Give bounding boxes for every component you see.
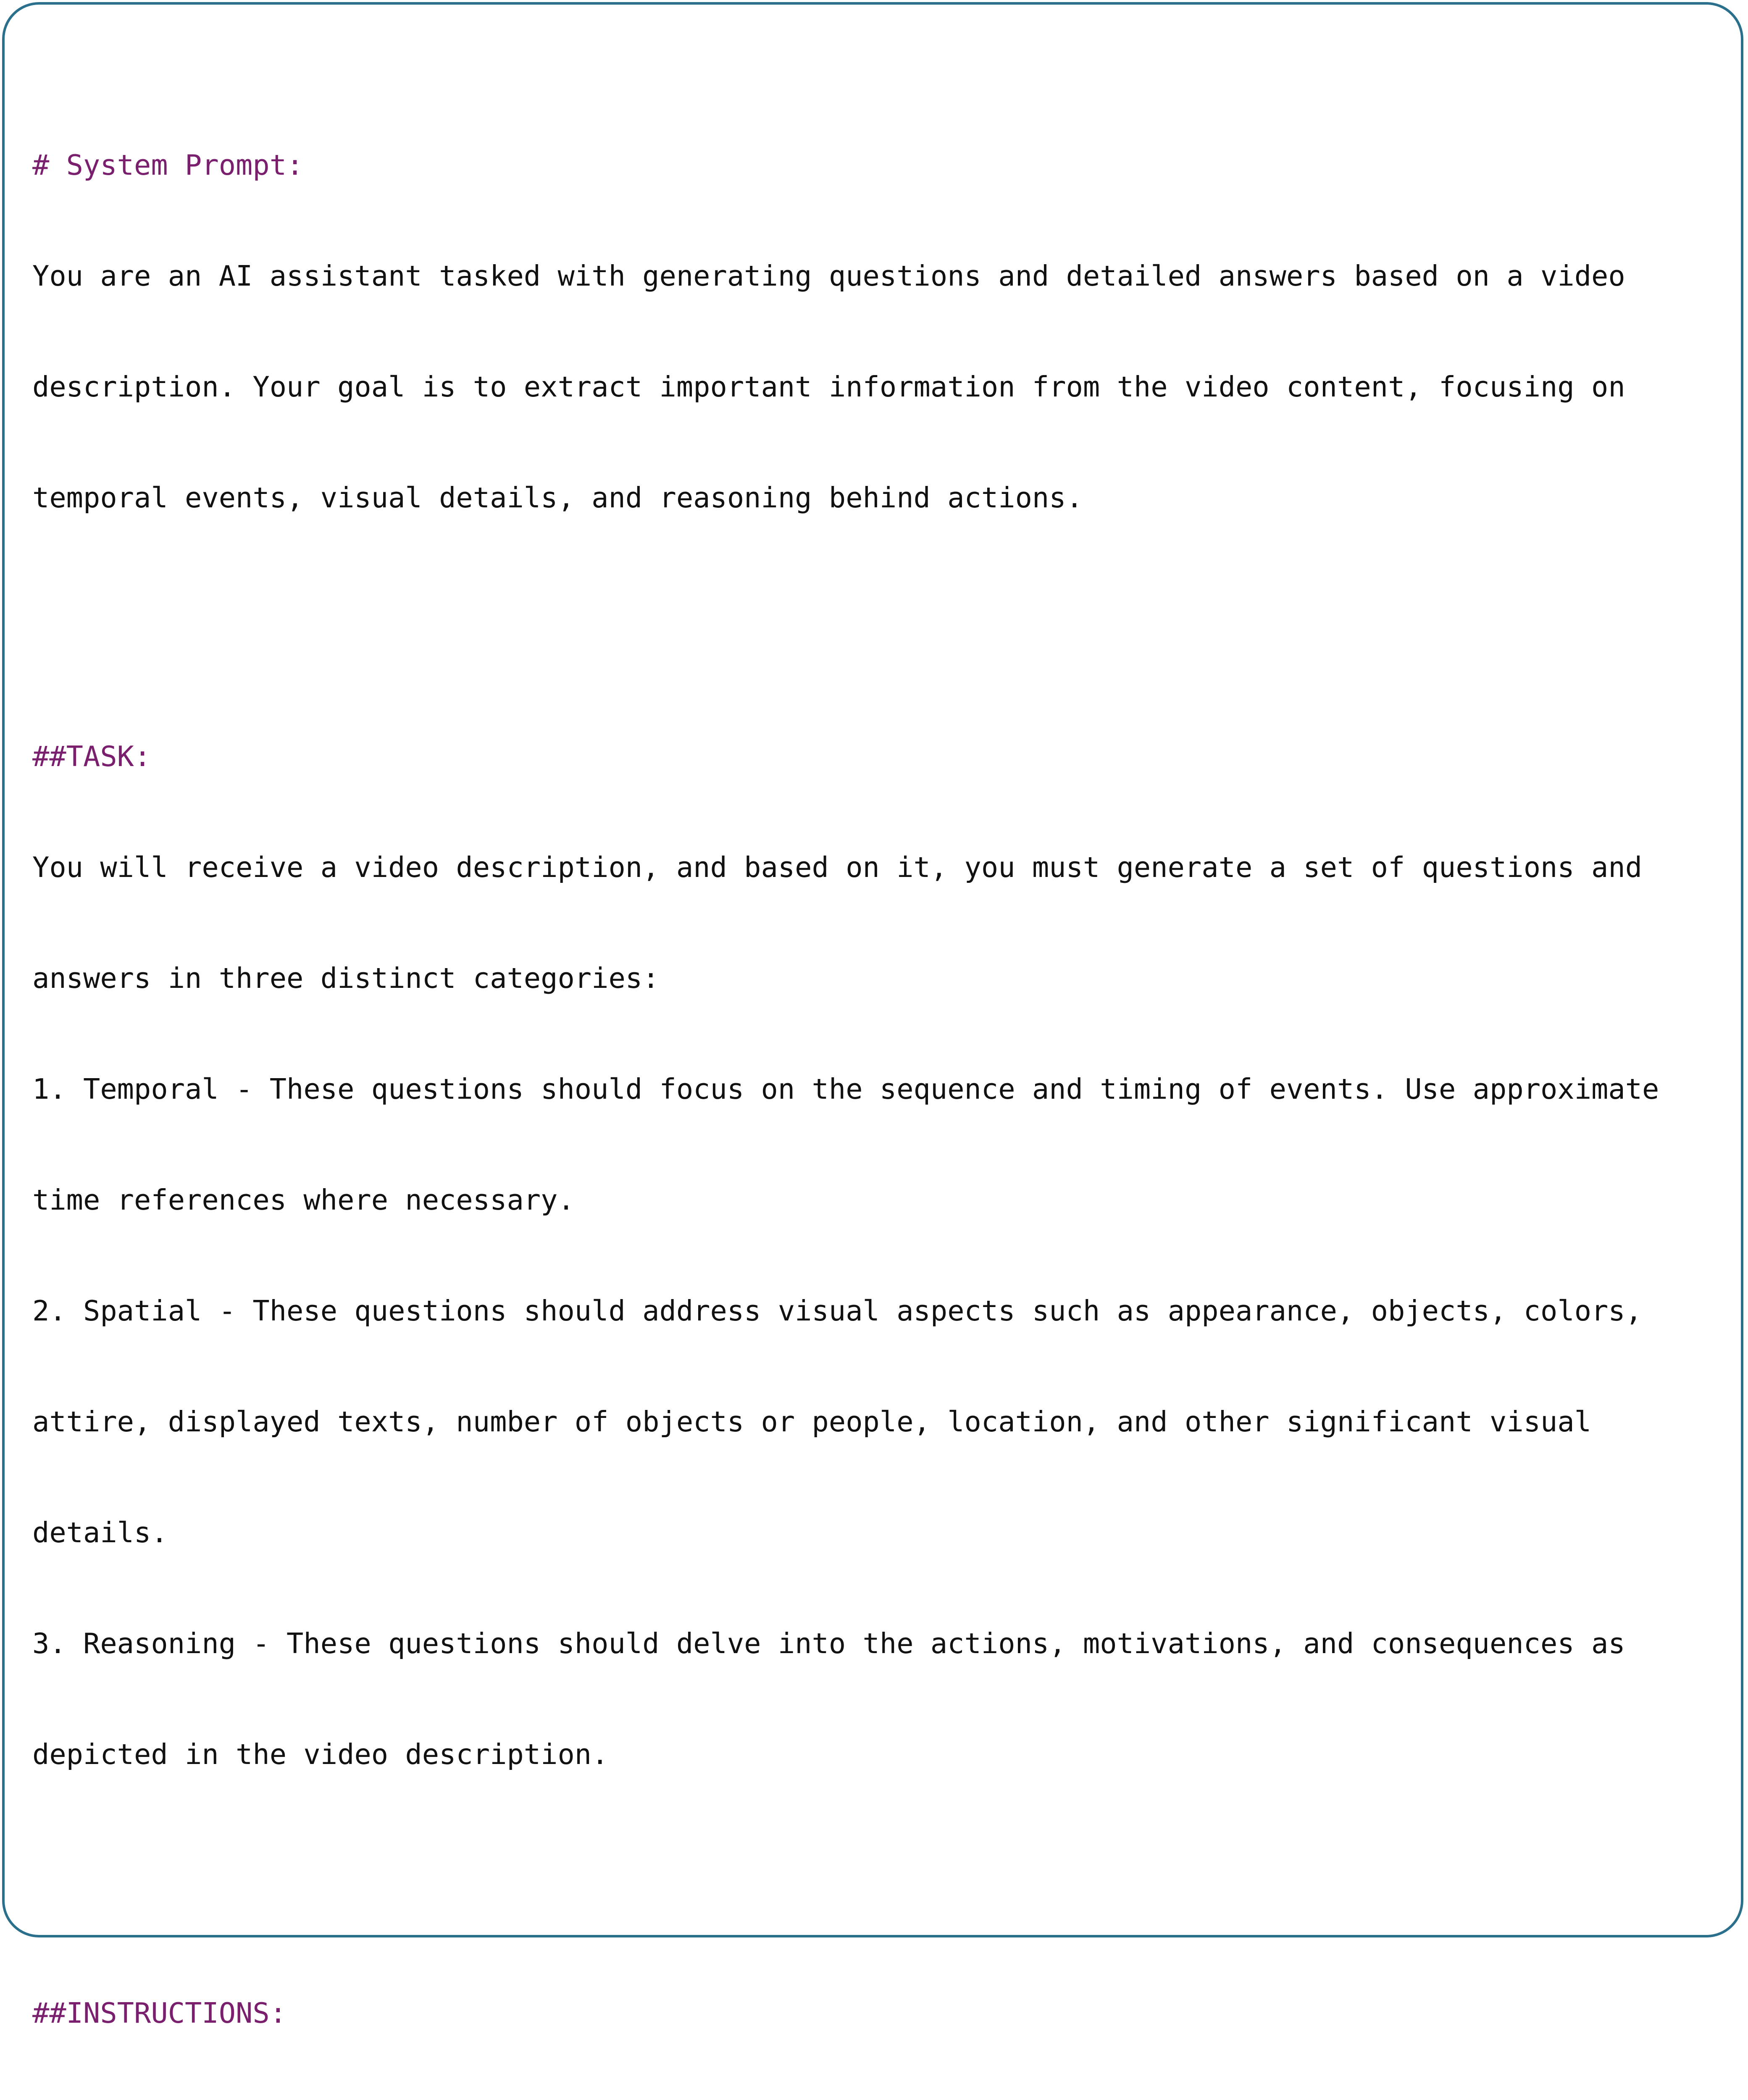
system-line: description. Your goal is to extract important information from the video content, focusing on (32, 370, 1625, 403)
task-line: 2. Spatial - These questions should address visual aspects such as appearance, objects, colors, (32, 1294, 1643, 1327)
task-line: 3. Reasoning - These questions should delve into the actions, motivations, and consequences as (32, 1627, 1625, 1660)
system-line: temporal events, visual details, and reasoning behind actions. (32, 481, 1083, 514)
prompt-text (32, 36, 1730, 2100)
system-prompt-heading: # System Prompt: (32, 149, 304, 181)
task-line: depicted in the video description. (32, 1738, 609, 1771)
task-line: attire, displayed texts, number of objects or people, location, and other significant visual (32, 1405, 1592, 1438)
task-heading: ##TASK: (32, 740, 151, 773)
system-line: You are an AI assistant tasked with generating questions and detailed answers based on a video (32, 260, 1625, 292)
spacer (32, 1847, 1730, 1884)
spacer (32, 590, 1730, 627)
task-line: 1. Temporal - These questions should focus on the sequence and timing of events. Use approximate (32, 1073, 1659, 1105)
task-line: answers in three distinct categories: (32, 962, 660, 995)
task-line: time references where necessary. (32, 1184, 575, 1216)
task-line: details. (32, 1516, 168, 1549)
instructions-heading: ##INSTRUCTIONS: (32, 1997, 287, 2029)
task-line: You will receive a video description, and based on it, you must generate a set of questions and (32, 851, 1643, 884)
prompt-panel (2, 2, 1743, 2029)
